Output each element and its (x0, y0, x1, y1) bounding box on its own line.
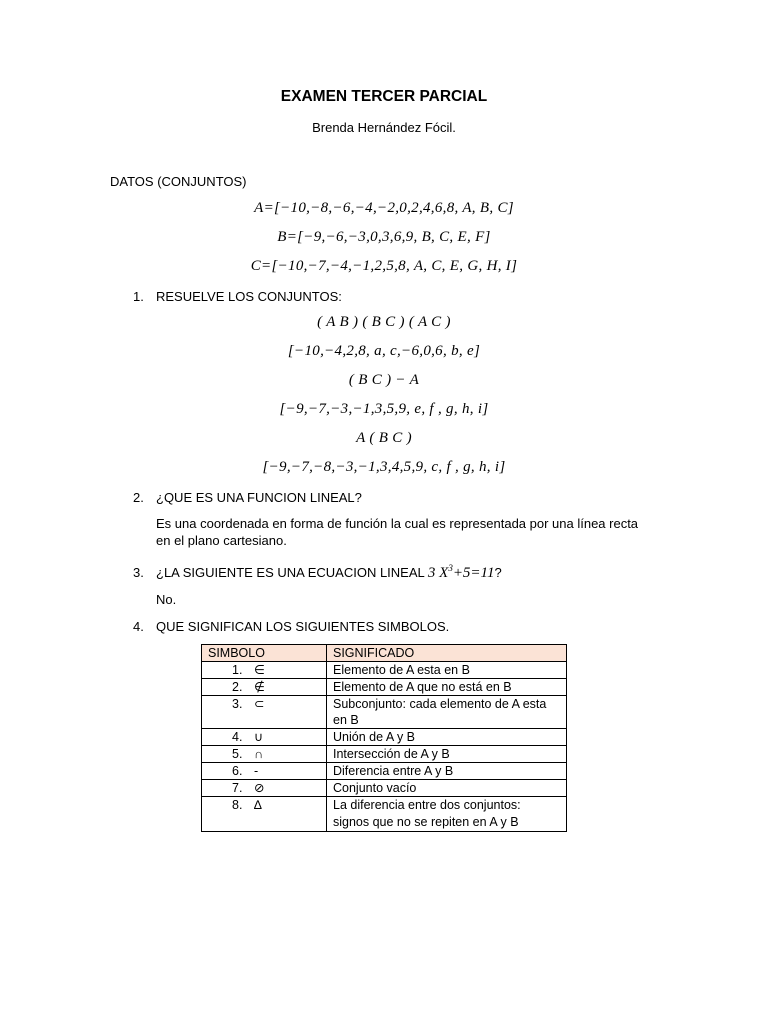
q1-result-3: [−9,−7,−8,−3,−1,3,4,5,9, c, f , g, h, i] (262, 459, 506, 475)
question-label: ¿QUE ES UNA FUNCION LINEAL? (156, 490, 362, 505)
meaning-cell: La diferencia entre dos conjuntos: signos que no se repiten en A y B (327, 797, 567, 832)
symbol-cell: 7. ⊘ (202, 780, 327, 797)
table-row (202, 662, 567, 679)
intersection-icon: ∩ (254, 747, 263, 761)
q1-expression-2: ( B C ) − A (348, 372, 420, 388)
meaning-cell: Unión de A y B (327, 729, 567, 746)
table-row (202, 746, 567, 763)
empty-set-icon: ⊘ (254, 781, 265, 795)
question-number: 2. (133, 490, 144, 505)
subset-icon: ⊂ (254, 697, 265, 711)
symbol-cell: 5. ∩ (202, 746, 327, 763)
table-row (202, 729, 567, 746)
symbol-cell: 2. ∉ (202, 679, 327, 696)
symbol-cell: 1. ∈ (202, 662, 327, 679)
not-element-of-icon: ∉ (254, 680, 265, 694)
table-header-row (202, 645, 567, 662)
table-row (202, 763, 567, 780)
page-title: EXAMEN TERCER PARCIAL (280, 88, 488, 105)
table-row (202, 797, 567, 832)
q1-result-1: [−10,−4,2,8, a, c,−6,0,6, b, e] (287, 343, 481, 359)
symbol-cell: 8. ∆ (202, 797, 327, 832)
author-name: Brenda Hernández Fócil. (312, 120, 456, 135)
question-label: RESUELVE LOS CONJUNTOS: (156, 289, 342, 304)
symbol-cell: 3. ⊂ (202, 696, 327, 729)
q1-expression-3: A ( B C ) (356, 430, 412, 446)
question-3: 3. ¿LA SIGUIENTE ES UNA ECUACION LINEAL 3 $X^3+5=11$? (133, 563, 502, 581)
question-number: 1. (133, 289, 144, 304)
symbols-table (201, 644, 567, 832)
question-number: 3. (133, 565, 144, 580)
question-number: 4. (133, 619, 144, 634)
question-4 (133, 619, 449, 634)
question-label: QUE SIGNIFICAN LOS SIGUIENTES SIMBOLOS. (156, 619, 450, 634)
meaning-cell: Intersección de A y B (327, 746, 567, 763)
meaning-cell: Diferencia entre A y B (327, 763, 567, 780)
question-label: ¿LA SIGUIENTE ES UNA ECUACION LINEAL (156, 565, 425, 580)
equation: 3 $X^3+5=11$ (427, 563, 495, 581)
table-row (202, 696, 567, 729)
meaning-cell: Elemento de A que no está en B (327, 679, 567, 696)
table-row (202, 679, 567, 696)
union-icon: ∪ (254, 730, 264, 744)
question-2 (133, 490, 362, 505)
q2-answer: Es una coordenada en forma de función la cual es representada por una línea recta en el plano cartesiano. (156, 516, 639, 548)
element-of-icon: ∈ (254, 663, 265, 677)
set-b-definition: B=[−9,−6,−3,0,3,6,9, B, C, E, F] (277, 229, 491, 245)
symmetric-difference-icon: ∆ (254, 798, 262, 812)
meaning-cell: Elemento de A esta en B (327, 662, 567, 679)
datos-heading: DATOS (CONJUNTOS) (110, 174, 247, 189)
question-1 (133, 289, 342, 304)
difference-icon: - (254, 764, 259, 778)
header-significado: SIGNIFICADO (327, 645, 567, 662)
q3-answer: No. (156, 592, 177, 607)
header-simbolo: SIMBOLO (202, 645, 327, 662)
symbol-cell: 4. ∪ (202, 729, 327, 746)
set-c-definition: C=[−10,−7,−4,−1,2,5,8, A, C, E, G, H, I] (250, 258, 518, 274)
meaning-cell: Conjunto vacío (327, 780, 567, 797)
set-a-definition: A=[−10,−8,−6,−4,−2,0,2,4,6,8, A, B, C] (254, 200, 514, 216)
meaning-cell: Subconjunto: cada elemento de A esta en B (327, 696, 567, 729)
symbol-cell: 6. - (202, 763, 327, 780)
q1-expression-1: ( A B ) ( B C ) ( A C ) (317, 314, 451, 330)
q1-result-2: [−9,−7,−3,−1,3,5,9, e, f , g, h, i] (279, 401, 489, 417)
table-row (202, 780, 567, 797)
